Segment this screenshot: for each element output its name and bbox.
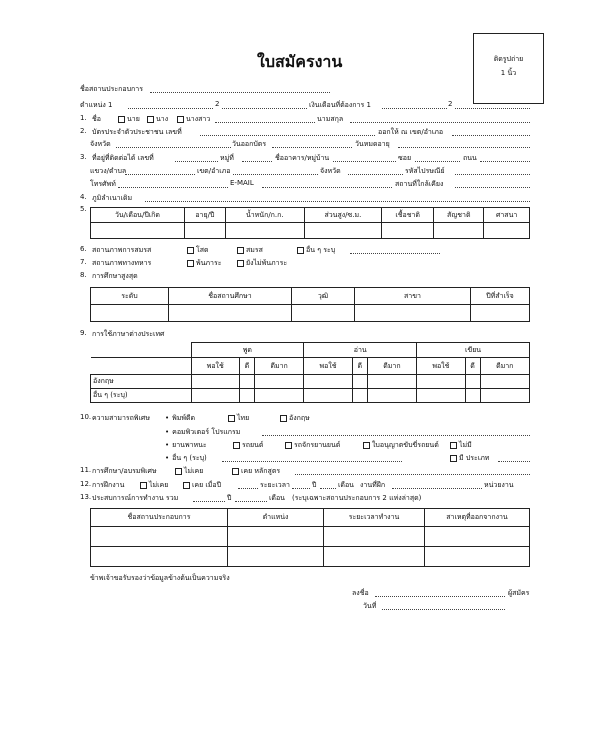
education-table bbox=[90, 287, 530, 322]
s10-thai-label: ไทย bbox=[237, 414, 250, 422]
checkbox-icon bbox=[237, 247, 244, 254]
col-race: เชื้อชาติ bbox=[382, 208, 434, 223]
s11-opt2[interactable] bbox=[232, 466, 280, 477]
training-field[interactable] bbox=[295, 474, 530, 475]
table-cell[interactable] bbox=[184, 223, 225, 239]
table-cell[interactable] bbox=[304, 223, 381, 239]
col-nationality: สัญชาติ bbox=[434, 208, 484, 223]
tambon-field[interactable] bbox=[125, 174, 195, 175]
s6-label: สถานภาพการสมรส bbox=[92, 246, 152, 254]
s3-moo: หมู่ที่ bbox=[220, 154, 234, 162]
s12-opt1[interactable] bbox=[140, 480, 168, 491]
table-cell[interactable] bbox=[254, 389, 303, 403]
lvl-good: ดี bbox=[465, 358, 480, 375]
s12-num: 12. bbox=[80, 480, 92, 488]
s12-opt2-label: เคย เมื่อปี bbox=[192, 481, 222, 489]
s10-english-label: อังกฤษ bbox=[289, 414, 310, 422]
checkbox-icon bbox=[285, 442, 292, 449]
table-cell[interactable] bbox=[382, 223, 434, 239]
s10-num: 10. bbox=[80, 413, 92, 421]
s6-opt1-label: โสด bbox=[196, 246, 209, 254]
checkbox-icon bbox=[280, 415, 287, 422]
s12-label: การฝึกงาน bbox=[92, 481, 125, 489]
s2-num: 2. bbox=[80, 127, 87, 135]
expire-field[interactable] bbox=[398, 147, 530, 148]
s3-amphoe: เขต/อำเภอ bbox=[197, 167, 231, 175]
col-weight: น้ำหนัก/ก.ก. bbox=[225, 208, 304, 223]
sign-label: ลงชื่อ bbox=[352, 589, 369, 597]
s1-label: ชื่อ bbox=[92, 115, 101, 123]
s12-place: งานที่ฝึก bbox=[360, 481, 386, 489]
checkbox-icon bbox=[237, 260, 244, 267]
row-english: อังกฤษ bbox=[91, 375, 192, 389]
blank-corner bbox=[91, 343, 192, 358]
intern-years-field[interactable] bbox=[292, 488, 310, 489]
table-cell[interactable] bbox=[480, 389, 529, 403]
col-level: ระดับ bbox=[91, 288, 169, 305]
s12-opt1-label: ไม่เคย bbox=[149, 481, 169, 489]
s12-month: เดือน bbox=[338, 481, 354, 489]
s6-opt2-label: สมรส bbox=[246, 246, 263, 254]
s10-license-label: ใบอนุญาตขับขี่รถยนต์ bbox=[372, 441, 439, 449]
s6-num: 6. bbox=[80, 245, 87, 253]
exp-years-field[interactable] bbox=[193, 501, 225, 502]
col-position: ตำแหน่ง bbox=[228, 509, 324, 527]
date-label: วันที่ bbox=[363, 602, 377, 610]
s12-year: ปี bbox=[312, 481, 317, 489]
s6-opt3[interactable] bbox=[297, 245, 335, 256]
s11-opt2-label: เคย หลักสูตร bbox=[241, 467, 281, 475]
group-speak: พูด bbox=[191, 343, 304, 358]
position-label: ตำแหน่ง 1 bbox=[80, 101, 113, 109]
certify-text: ข้าพเจ้าขอรับรองว่าข้อมูลข้างต้นเป็นความจริง bbox=[90, 574, 230, 582]
checkbox-icon bbox=[228, 415, 235, 422]
phone-field[interactable] bbox=[118, 187, 228, 188]
s8-num: 8. bbox=[80, 271, 87, 279]
table-cell[interactable] bbox=[239, 375, 254, 389]
checkbox-icon bbox=[147, 116, 154, 123]
group-write: เขียน bbox=[417, 343, 530, 358]
col-height: ส่วนสูง/ซ.ม. bbox=[304, 208, 381, 223]
s2-province: จังหวัด bbox=[90, 140, 111, 148]
table-cell[interactable] bbox=[425, 527, 530, 547]
table-cell[interactable] bbox=[352, 375, 367, 389]
s13-year: ปี bbox=[227, 494, 232, 502]
applicant-label: ผู้สมัคร bbox=[508, 589, 530, 597]
signature-field[interactable] bbox=[375, 596, 505, 597]
company-label: ชื่อสถานประกอบการ bbox=[80, 85, 143, 93]
s3-province-field[interactable] bbox=[348, 174, 403, 175]
checkbox-icon bbox=[232, 468, 239, 475]
table-cell[interactable] bbox=[91, 305, 169, 322]
date-field[interactable] bbox=[382, 609, 505, 610]
table-cell[interactable] bbox=[471, 305, 530, 322]
table-cell[interactable] bbox=[239, 389, 254, 403]
hometown-field[interactable] bbox=[145, 201, 530, 202]
s10-thai[interactable] bbox=[228, 413, 249, 424]
salary2-field[interactable] bbox=[455, 108, 530, 109]
s3-zip: รหัสไปรษณีย์ bbox=[405, 167, 445, 175]
table-cell[interactable] bbox=[417, 389, 465, 403]
typing-item: • พิมพ์ดีด bbox=[165, 413, 195, 424]
salary2-label: 2 bbox=[448, 100, 453, 108]
lvl-excellent: ดีมาก bbox=[367, 358, 416, 375]
table-cell[interactable] bbox=[367, 389, 416, 403]
s13-label: ประสบการณ์การทำงาน รวม bbox=[92, 494, 179, 502]
col-degree: วุฒิ bbox=[292, 288, 355, 305]
col-grad-year: ปีที่สำเร็จ bbox=[471, 288, 530, 305]
s2-label: บัตรประจำตัวประชาชน เลขที่ bbox=[92, 128, 182, 136]
s6-opt3-label: อื่น ๆ ระบุ bbox=[306, 246, 336, 254]
checkbox-icon bbox=[177, 116, 184, 123]
s10-english[interactable] bbox=[280, 413, 310, 424]
province-field[interactable] bbox=[116, 147, 231, 148]
checkbox-icon bbox=[187, 260, 194, 267]
s7-num: 7. bbox=[80, 258, 87, 266]
position1-field[interactable] bbox=[128, 108, 213, 109]
s10-label: ความสามารถพิเศษ bbox=[92, 414, 150, 422]
s3-soi: ซอย bbox=[398, 154, 412, 162]
table-cell[interactable] bbox=[484, 223, 530, 239]
table-cell[interactable] bbox=[228, 527, 324, 547]
s12-opt2[interactable] bbox=[183, 480, 221, 491]
photo-size: 1 นิ้ว bbox=[500, 69, 517, 77]
checkbox-icon bbox=[363, 442, 370, 449]
group-read: อ่าน bbox=[304, 343, 417, 358]
col-age: อายุ/ปี bbox=[184, 208, 225, 223]
table-cell[interactable] bbox=[304, 389, 352, 403]
soi-field[interactable] bbox=[415, 161, 460, 162]
s10-car[interactable] bbox=[233, 440, 263, 451]
table-cell[interactable] bbox=[480, 375, 529, 389]
s10-moto-label: รถจักรยานยนต์ bbox=[294, 441, 341, 449]
photo-label: ติดรูปถ่าย bbox=[493, 55, 524, 63]
salary1-field[interactable] bbox=[382, 108, 447, 109]
s1-opt1-label: นาย bbox=[127, 115, 140, 123]
lvl-excellent: ดีมาก bbox=[254, 358, 303, 375]
table-cell[interactable] bbox=[434, 223, 484, 239]
table-cell[interactable] bbox=[465, 375, 480, 389]
nearby-field[interactable] bbox=[455, 187, 530, 188]
s9-label: การใช้ภาษาต่างประเทศ bbox=[92, 330, 165, 338]
lvl-fair: พอใช้ bbox=[417, 358, 465, 375]
s3-num: 3. bbox=[80, 153, 87, 161]
table-cell[interactable] bbox=[367, 375, 416, 389]
s3-building: ชื่ออาคาร/หมู่บ้าน bbox=[275, 154, 330, 162]
company-field[interactable] bbox=[150, 92, 330, 93]
table-cell[interactable] bbox=[254, 375, 303, 389]
s1-opt2[interactable] bbox=[147, 114, 168, 125]
s11-opt1[interactable] bbox=[175, 466, 203, 477]
lvl-fair: พอใช้ bbox=[191, 358, 239, 375]
table-cell[interactable] bbox=[324, 527, 425, 547]
intern-months-field[interactable] bbox=[320, 488, 336, 489]
checkbox-icon bbox=[450, 455, 457, 462]
checkbox-icon bbox=[118, 116, 125, 123]
s5-num: 5. bbox=[80, 205, 87, 213]
s7-opt1[interactable] bbox=[187, 258, 221, 269]
table-cell[interactable] bbox=[191, 389, 239, 403]
s1-opt1[interactable] bbox=[118, 114, 140, 125]
s6-opt2[interactable] bbox=[237, 245, 263, 256]
blank-corner bbox=[91, 358, 192, 375]
s10-nohave[interactable] bbox=[450, 440, 472, 451]
other-skill-item: • อื่น ๆ (ระบุ) bbox=[165, 453, 207, 464]
s1-opt3[interactable] bbox=[177, 114, 210, 125]
exp-months-field[interactable] bbox=[235, 501, 267, 502]
form-title: ใบสมัครงาน bbox=[257, 52, 343, 71]
table-cell[interactable] bbox=[465, 389, 480, 403]
zip-field[interactable] bbox=[455, 174, 530, 175]
id-field[interactable] bbox=[200, 135, 375, 136]
s2-issued: ออกให้ ณ เขต/อำเภอ bbox=[378, 128, 444, 136]
issue-date-field[interactable] bbox=[272, 147, 352, 148]
table-cell[interactable] bbox=[91, 223, 185, 239]
lvl-good: ดี bbox=[239, 358, 254, 375]
s13-num: 13. bbox=[80, 493, 92, 501]
table-cell[interactable] bbox=[91, 547, 228, 567]
s10-moto[interactable] bbox=[285, 440, 340, 451]
checkbox-icon bbox=[297, 247, 304, 254]
table-cell[interactable] bbox=[324, 547, 425, 567]
s7-opt2-label: ยังไม่พ้นภาระ bbox=[246, 259, 288, 267]
s3-label: ที่อยู่ที่ติดต่อได้ เลขที่ bbox=[92, 154, 154, 162]
table-cell[interactable] bbox=[425, 547, 530, 567]
s10-license[interactable] bbox=[363, 440, 439, 451]
checkbox-icon bbox=[175, 468, 182, 475]
s1-num: 1. bbox=[80, 114, 87, 122]
s1-opt3-label: นางสาว bbox=[186, 115, 211, 123]
road-field[interactable] bbox=[480, 161, 530, 162]
s11-label: การศึกษา/อบรมพิเศษ bbox=[92, 467, 157, 475]
s7-opt1-label: พ้นภาระ bbox=[196, 259, 222, 267]
s9-num: 9. bbox=[80, 329, 87, 337]
table-cell[interactable] bbox=[352, 389, 367, 403]
s4-num: 4. bbox=[80, 193, 87, 201]
s3-road: ถนน bbox=[463, 154, 477, 162]
email-field[interactable] bbox=[262, 187, 392, 188]
table-cell[interactable] bbox=[417, 375, 465, 389]
table-cell[interactable] bbox=[355, 305, 471, 322]
s13-month: เดือน bbox=[269, 494, 285, 502]
col-major: สาขา bbox=[355, 288, 471, 305]
marital-other-field[interactable] bbox=[350, 253, 440, 254]
s3-email: E-MAIL bbox=[230, 179, 254, 187]
s13-note: (ระบุเฉพาะสถานประกอบการ 2 แห่งล่าสุด) bbox=[292, 494, 422, 502]
experience-table bbox=[90, 508, 530, 567]
s4-label: ภูมิลำเนาเดิม bbox=[92, 194, 133, 202]
checkbox-icon bbox=[187, 247, 194, 254]
s10-have[interactable] bbox=[450, 453, 489, 464]
table-cell[interactable] bbox=[225, 223, 304, 239]
s3-nearby: สถานที่ใกล้เคียง bbox=[395, 180, 444, 188]
intern-year-field[interactable] bbox=[238, 488, 258, 489]
s10-nohave-label: ไม่มี bbox=[459, 441, 472, 449]
s7-label: สถานภาพทางทหาร bbox=[92, 259, 152, 267]
surname-field[interactable] bbox=[350, 122, 530, 123]
computer-item: • คอมพิวเตอร์ โปรแกรม bbox=[165, 427, 240, 438]
table-cell[interactable] bbox=[228, 547, 324, 567]
surname-label: นามสกุล bbox=[317, 115, 344, 123]
s10-have-label: มี ประเภท bbox=[459, 454, 490, 462]
other-skill-field[interactable] bbox=[222, 461, 402, 462]
vehicle-item: • ยานพาหนะ bbox=[165, 440, 207, 451]
checkbox-icon bbox=[140, 482, 147, 489]
col-birthdate: วัน/เดือน/ปีเกิด bbox=[91, 208, 185, 223]
house-no-field[interactable] bbox=[175, 161, 218, 162]
s1-opt2-label: นาง bbox=[156, 115, 169, 123]
moo-field[interactable] bbox=[242, 161, 272, 162]
col-school: ชื่อสถานศึกษา bbox=[169, 288, 292, 305]
checkbox-icon bbox=[233, 442, 240, 449]
checkbox-icon bbox=[450, 442, 457, 449]
amphoe-field[interactable] bbox=[233, 174, 318, 175]
s12-unit: หน่วยงาน bbox=[484, 481, 514, 489]
license-type-field[interactable] bbox=[498, 461, 530, 462]
s8-label: การศึกษาสูงสุด bbox=[92, 272, 138, 280]
table-cell[interactable] bbox=[91, 527, 228, 547]
computer-field[interactable] bbox=[262, 435, 530, 436]
s10-car-label: รถยนต์ bbox=[242, 441, 264, 449]
s6-opt1[interactable] bbox=[187, 245, 209, 256]
lvl-good: ดี bbox=[352, 358, 367, 375]
checkbox-icon bbox=[183, 482, 190, 489]
position2-label: 2 bbox=[215, 100, 220, 108]
s2-expire: วันหมดอายุ bbox=[355, 140, 390, 148]
intern-job-field[interactable] bbox=[392, 488, 482, 489]
position2-field[interactable] bbox=[222, 108, 307, 109]
s7-opt2[interactable] bbox=[237, 258, 287, 269]
lvl-fair: พอใช้ bbox=[304, 358, 352, 375]
s3-province: จังหวัด bbox=[320, 167, 341, 175]
s3-tambon: แขวง/ตำบล bbox=[90, 167, 127, 175]
table-cell[interactable] bbox=[304, 375, 352, 389]
name-field[interactable] bbox=[215, 122, 315, 123]
photo-box bbox=[473, 33, 544, 104]
building-field[interactable] bbox=[333, 161, 396, 162]
s2-issue-date: วันออกบัตร bbox=[232, 140, 267, 148]
s12-period: ระยะเวลา bbox=[260, 481, 290, 489]
lvl-excellent: ดีมาก bbox=[480, 358, 529, 375]
salary-label: เงินเดือนที่ต้องการ 1 bbox=[309, 101, 371, 109]
s11-num: 11. bbox=[80, 466, 92, 474]
col-duration: ระยะเวลาทำงาน bbox=[324, 509, 425, 527]
language-table bbox=[90, 342, 530, 403]
s3-phone: โทรศัพท์ bbox=[90, 180, 116, 188]
col-company: ชื่อสถานประกอบการ bbox=[91, 509, 228, 527]
personal-info-table bbox=[90, 207, 530, 239]
issued-field[interactable] bbox=[452, 135, 530, 136]
col-reason: สาเหตุที่ออกจากงาน bbox=[425, 509, 530, 527]
table-cell[interactable] bbox=[169, 305, 292, 322]
table-cell[interactable] bbox=[292, 305, 355, 322]
s11-opt1-label: ไม่เคย bbox=[184, 467, 204, 475]
table-cell[interactable] bbox=[191, 375, 239, 389]
row-other: อื่น ๆ (ระบุ) bbox=[91, 389, 192, 403]
col-religion: ศาสนา bbox=[484, 208, 530, 223]
